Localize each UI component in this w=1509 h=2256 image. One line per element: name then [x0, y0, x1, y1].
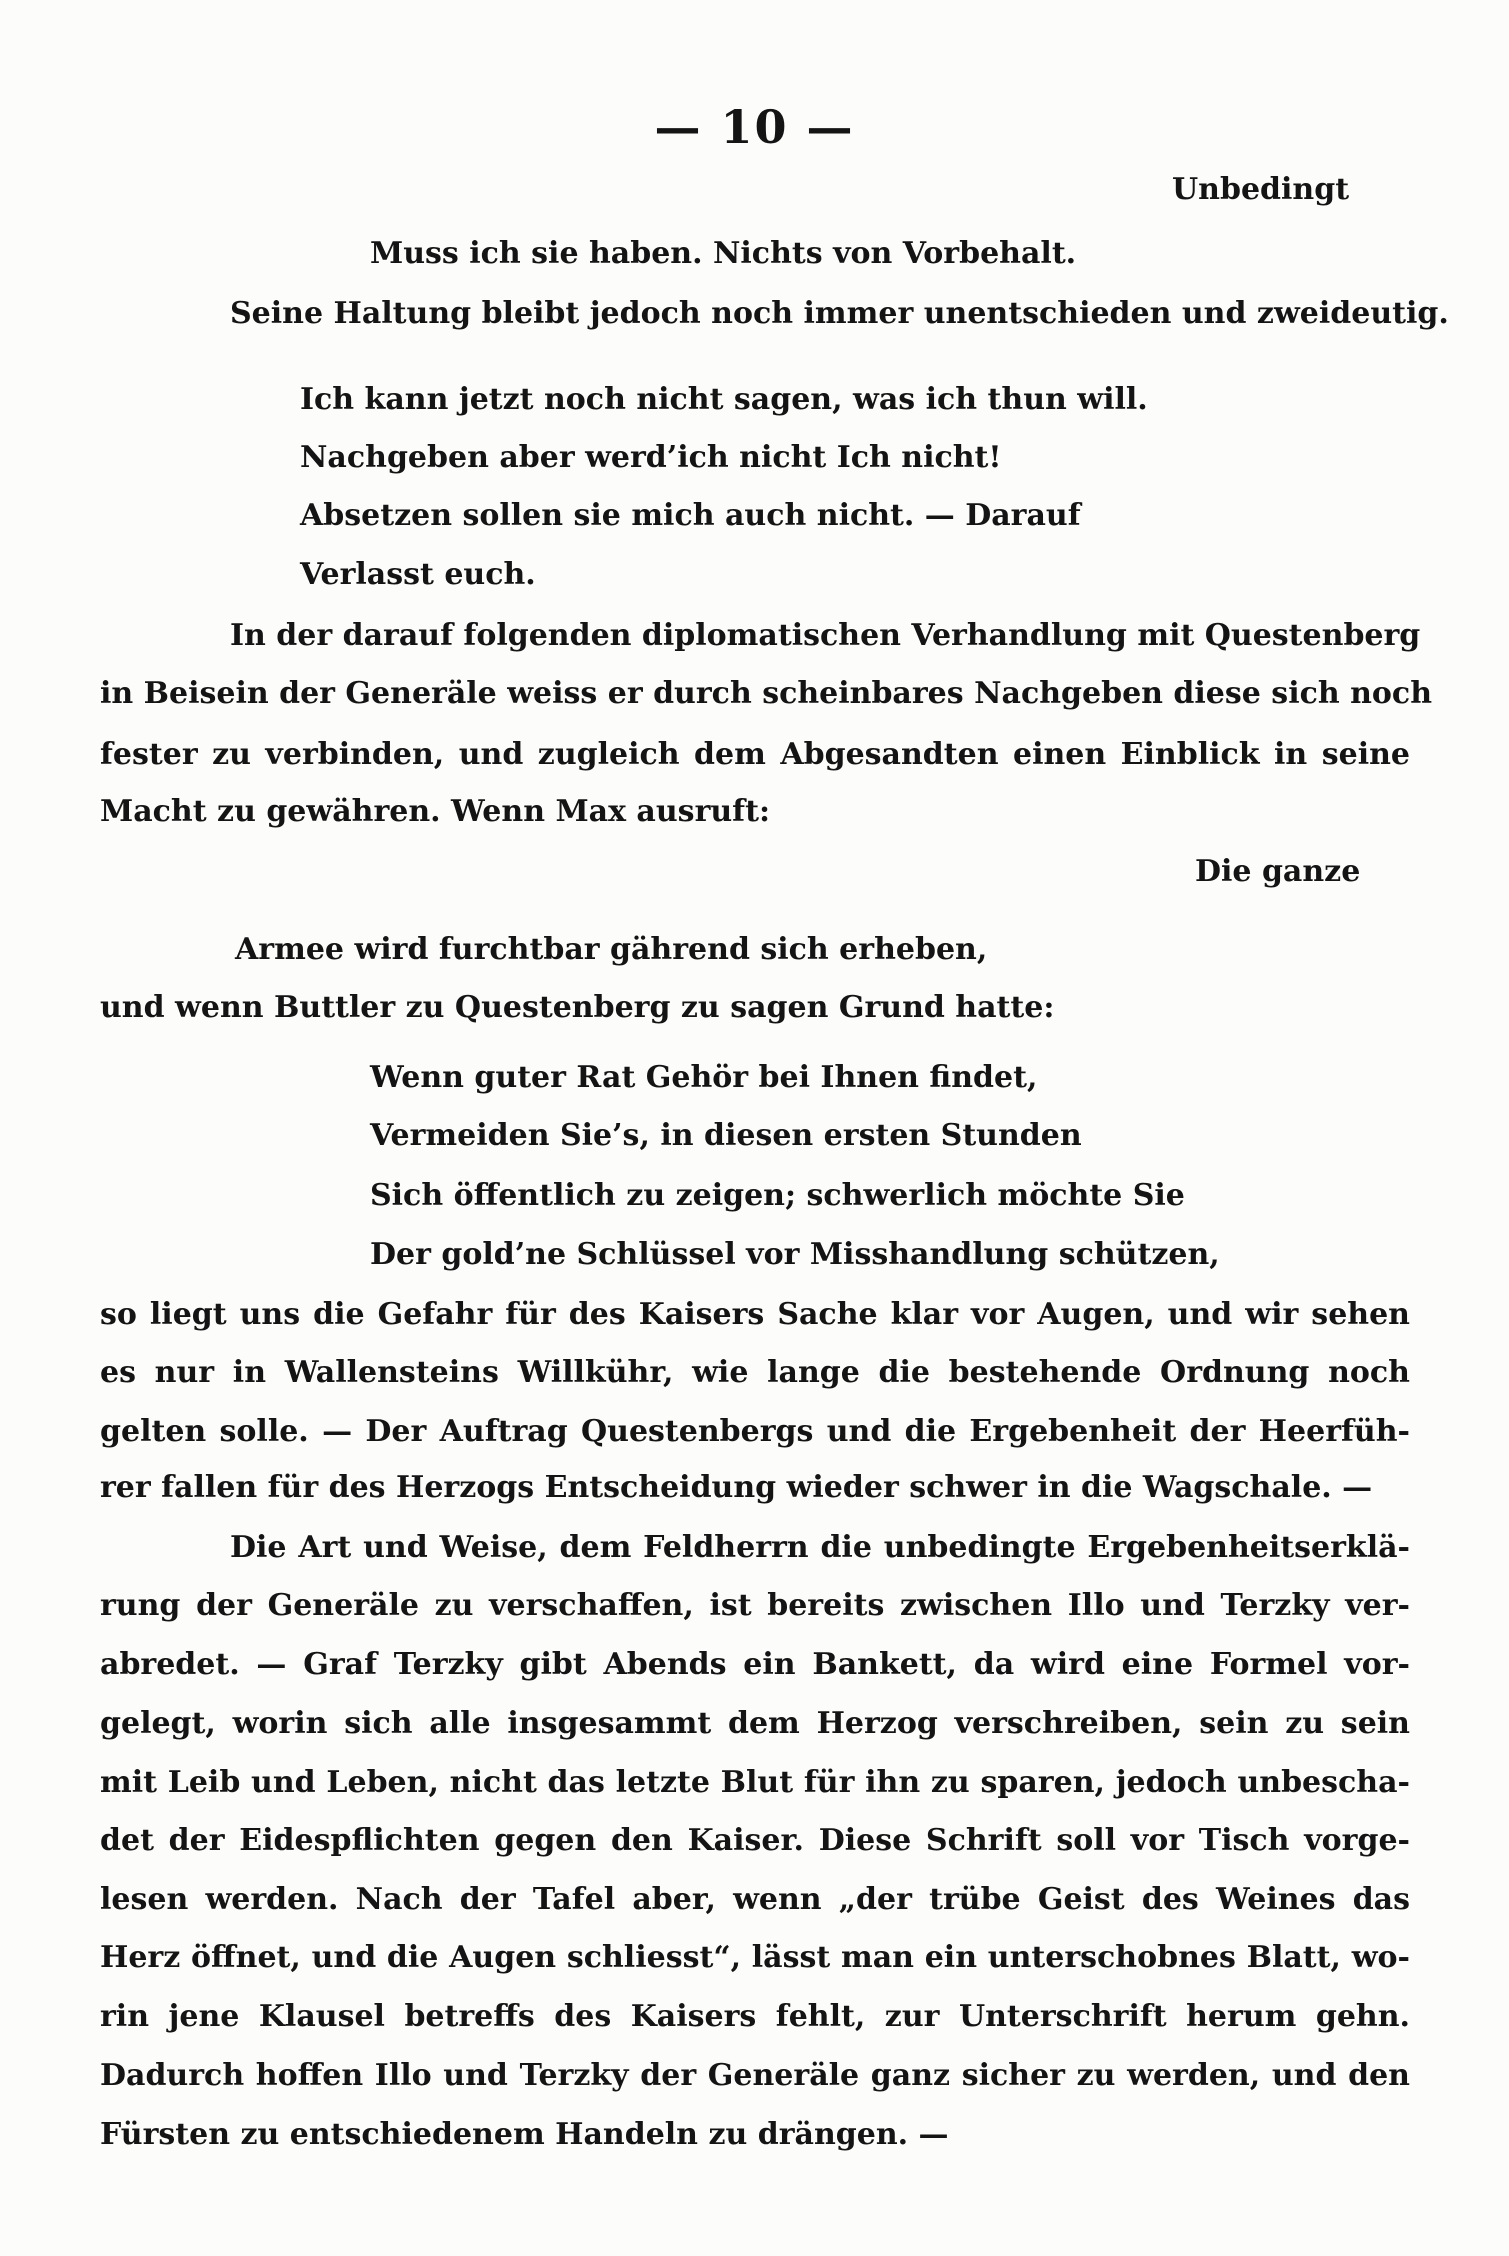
verse-line: Absetzen sollen sie mich auch nicht. — Darauf	[300, 498, 1081, 533]
text-line: in Beisein der Generäle weiss er durch scheinbares Nachgeben diese sich noch	[100, 676, 1433, 711]
verse-line: Ich kann jetzt noch nicht sagen, was ich thun will.	[300, 382, 1148, 417]
page-number: — 10 —	[654, 100, 855, 154]
text-line: rung der Generäle zu verschaffen, ist bereits zwischen Illo und Terzky ver-	[100, 1588, 1410, 1623]
text-line: rin jene Klausel betreffs des Kaisers fehlt, zur Unterschrift herum gehn.	[100, 1999, 1410, 2034]
text-line: und wenn Buttler zu Questenberg zu sagen Grund hatte:	[100, 990, 1055, 1025]
verse-line: Sich öffentlich zu zeigen; schwerlich möchte Sie	[370, 1178, 1185, 1213]
text-line: abredet. — Graf Terzky gibt Abends ein Bankett, da wird eine Formel vor-	[100, 1647, 1410, 1682]
verse-line: Unbedingt	[1172, 172, 1350, 207]
verse-line: Armee wird furchtbar gährend sich erheben,	[235, 932, 988, 967]
text-line: rer fallen für des Herzogs Entscheidung wieder schwer in die Wagschale. —	[100, 1470, 1373, 1505]
verse-line: Der gold’ne Schlüssel vor Misshandlung schützen,	[370, 1237, 1220, 1272]
verse-line: Vermeiden Sie’s, in diesen ersten Stunden	[370, 1118, 1082, 1153]
text-line: fester zu verbinden, und zugleich dem Abgesandten einen Einblick in seine	[100, 737, 1410, 772]
text-line: det der Eidespflichten gegen den Kaiser. Diese Schrift soll vor Tisch vorge-	[100, 1823, 1410, 1858]
text-line: so liegt uns die Gefahr für des Kaisers Sache klar vor Augen, und wir sehen	[100, 1297, 1410, 1332]
text-line: Macht zu gewähren. Wenn Max ausruft:	[100, 794, 771, 829]
verse-line: Verlasst euch.	[300, 557, 536, 592]
verse-line: Muss ich sie haben. Nichts von Vorbehalt.	[370, 236, 1077, 271]
text-line: gelten solle. — Der Auftrag Questenbergs und die Ergebenheit der Heerfüh-	[100, 1414, 1410, 1449]
text-line: Die Art und Weise, dem Feldherrn die unbedingte Ergebenheitserklä-	[230, 1530, 1410, 1565]
verse-line: Nachgeben aber werd’ich nicht Ich nicht!	[300, 440, 1002, 475]
text-line: gelegt, worin sich alle insgesammt dem Herzog verschreiben, sein zu sein	[100, 1706, 1410, 1741]
verse-line: Die ganze	[1195, 854, 1361, 889]
text-line: In der darauf folgenden diplomatischen Verhandlung mit Questenberg	[230, 618, 1421, 653]
verse-line: Wenn guter Rat Gehör bei Ihnen findet,	[370, 1060, 1038, 1095]
text-line: lesen werden. Nach der Tafel aber, wenn „der trübe Geist des Weines das	[100, 1882, 1410, 1917]
text-line: Fürsten zu entschiedenem Handeln zu drängen. —	[100, 2117, 949, 2152]
text-line: mit Leib und Leben, nicht das letzte Blut für ihn zu sparen, jedoch unbescha-	[100, 1765, 1410, 1800]
text-line: Herz öffnet, und die Augen schliesst“, lässt man ein unterschobnes Blatt, wo-	[100, 1940, 1410, 1975]
text-line: Dadurch hoffen Illo und Terzky der Generäle ganz sicher zu werden, und den	[100, 2058, 1410, 2093]
text-line: es nur in Wallensteins Willkühr, wie lange die bestehende Ordnung noch	[100, 1355, 1410, 1390]
text-line: Seine Haltung bleibt jedoch noch immer unentschieden und zweideutig.	[230, 296, 1449, 331]
